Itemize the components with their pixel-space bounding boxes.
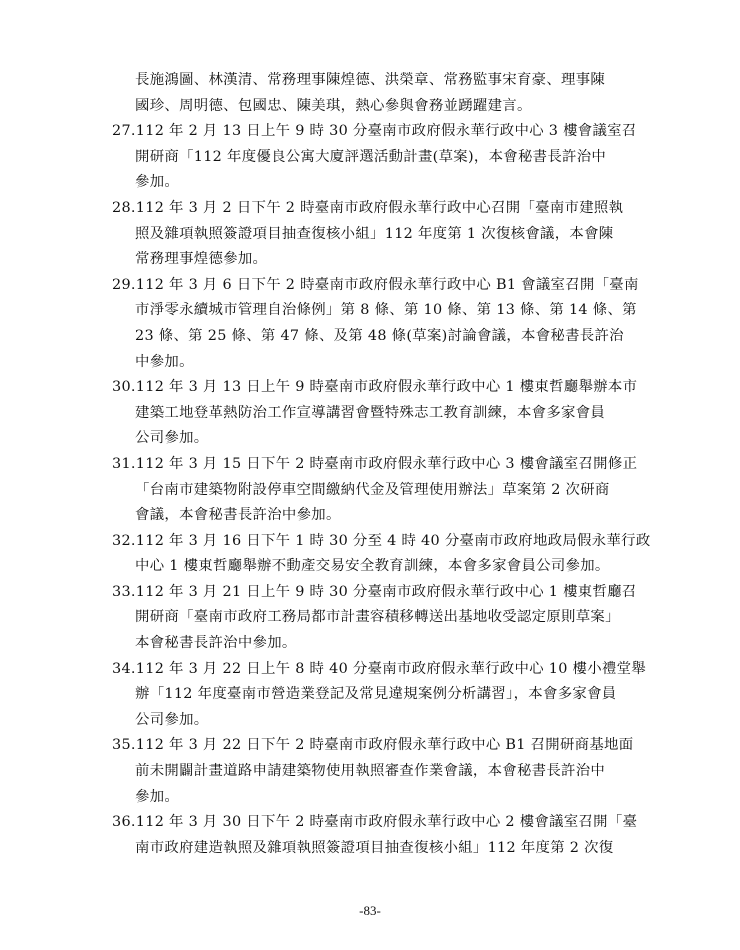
list-item-29: 29.112 年 3 月 6 日下午 2 時臺南市政府假永華行政中心 B1 會議室召開「臺南	[112, 276, 639, 293]
text-line: 23 條、第 25 條、第 47 條、及第 48 條(草案)討論會議，本會秘書長許治	[135, 327, 624, 344]
text-line: 辦「112 年度臺南市營造業登記及常見違規案例分析講習」，本會多家會員	[135, 686, 617, 703]
text-line: 常務理事煌德參加。	[135, 251, 268, 268]
list-item-34: 34.112 年 3 月 22 日上午 8 時 40 分臺南市政府假永華行政中心 10 樓小禮堂舉	[112, 660, 646, 677]
list-item-28: 28.112 年 3 月 2 日下午 2 時臺南市政府假永華行政中心召開「臺南市建照執	[112, 199, 624, 216]
page-number: -83-	[359, 903, 381, 918]
list-item-31: 31.112 年 3 月 15 日下午 2 時臺南市政府假永華行政中心 3 樓會議室召開修正	[112, 455, 638, 472]
list-item-32: 32.112 年 3 月 16 日下午 1 時 30 分至 4 時 40 分臺南市政府地政局假永華行政	[112, 532, 651, 549]
text-line: 會議，本會秘書長許治中參加。	[135, 507, 341, 524]
text-line: 建築工地登革熱防治工作宣導講習會暨特殊志工教育訓練，本會多家會員	[135, 404, 606, 421]
text-line: 中心 1 樓東哲廳舉辦不動產交易安全教育訓練，本會多家會員公司參加。	[135, 558, 610, 575]
list-item-35: 35.112 年 3 月 22 日下午 2 時臺南市政府假永華行政中心 B1 召開研商基地面	[112, 737, 634, 754]
text-line: 長施鴻圖、林漢清、常務理事陳煌德、洪榮章、常務監事宋育豪、理事陳	[135, 72, 606, 88]
text-line: 本會秘書長許治中參加。	[135, 635, 297, 652]
list-item-30: 30.112 年 3 月 13 日上午 9 時臺南市政府假永華行政中心 1 樓東哲廳舉辦本市	[112, 379, 638, 396]
text-line: 國珍、周明德、包國忠、陳美琪，熱心參與會務並踴躍建言。	[135, 97, 532, 114]
text-line: 公司參加。	[135, 711, 209, 728]
text-line: 公司參加。	[135, 430, 209, 447]
page-body	[112, 68, 652, 861]
list-item-33: 33.112 年 3 月 21 日上午 9 時 30 分臺南市政府假永華行政中心 1 樓東哲廳召	[112, 583, 637, 600]
text-line: 前未開闢計畫道路申請建築物使用執照審查作業會議，本會秘書長許治中	[135, 763, 606, 780]
text-line: 中參加。	[135, 353, 194, 370]
text-line: 參加。	[135, 174, 180, 191]
text-line: 開研商「臺南市政府工務局都市計畫容積移轉送出基地收受認定原則草案」	[135, 609, 620, 626]
list-item-36: 36.112 年 3 月 30 日下午 2 時臺南市政府假永華行政中心 2 樓會議室召開「臺	[112, 814, 638, 831]
text-line: 市淨零永續城市管理自治條例」第 8 條、第 10 條、第 13 條、第 14 條、第	[135, 302, 637, 319]
text-line: 照及雜項執照簽證項目抽查復核小組」112 年度第 1 次復核會議，本會陳	[135, 225, 614, 242]
text-line: 參加。	[135, 788, 180, 805]
text-line: 「台南市建築物附設停車空間繳納代金及管理使用辦法」草案第 2 次研商	[135, 481, 610, 498]
text-line: 南市政府建造執照及雜項執照簽證項目抽查復核小組」112 年度第 2 次復	[135, 839, 614, 856]
list-item-27: 27.112 年 2 月 13 日上午 9 時 30 分臺南市政府假永華行政中心 3 樓會議室召	[112, 123, 637, 140]
text-line: 開研商「112 年度優良公寓大廈評選活動計畫(草案)，本會秘書長許治中	[135, 148, 607, 165]
